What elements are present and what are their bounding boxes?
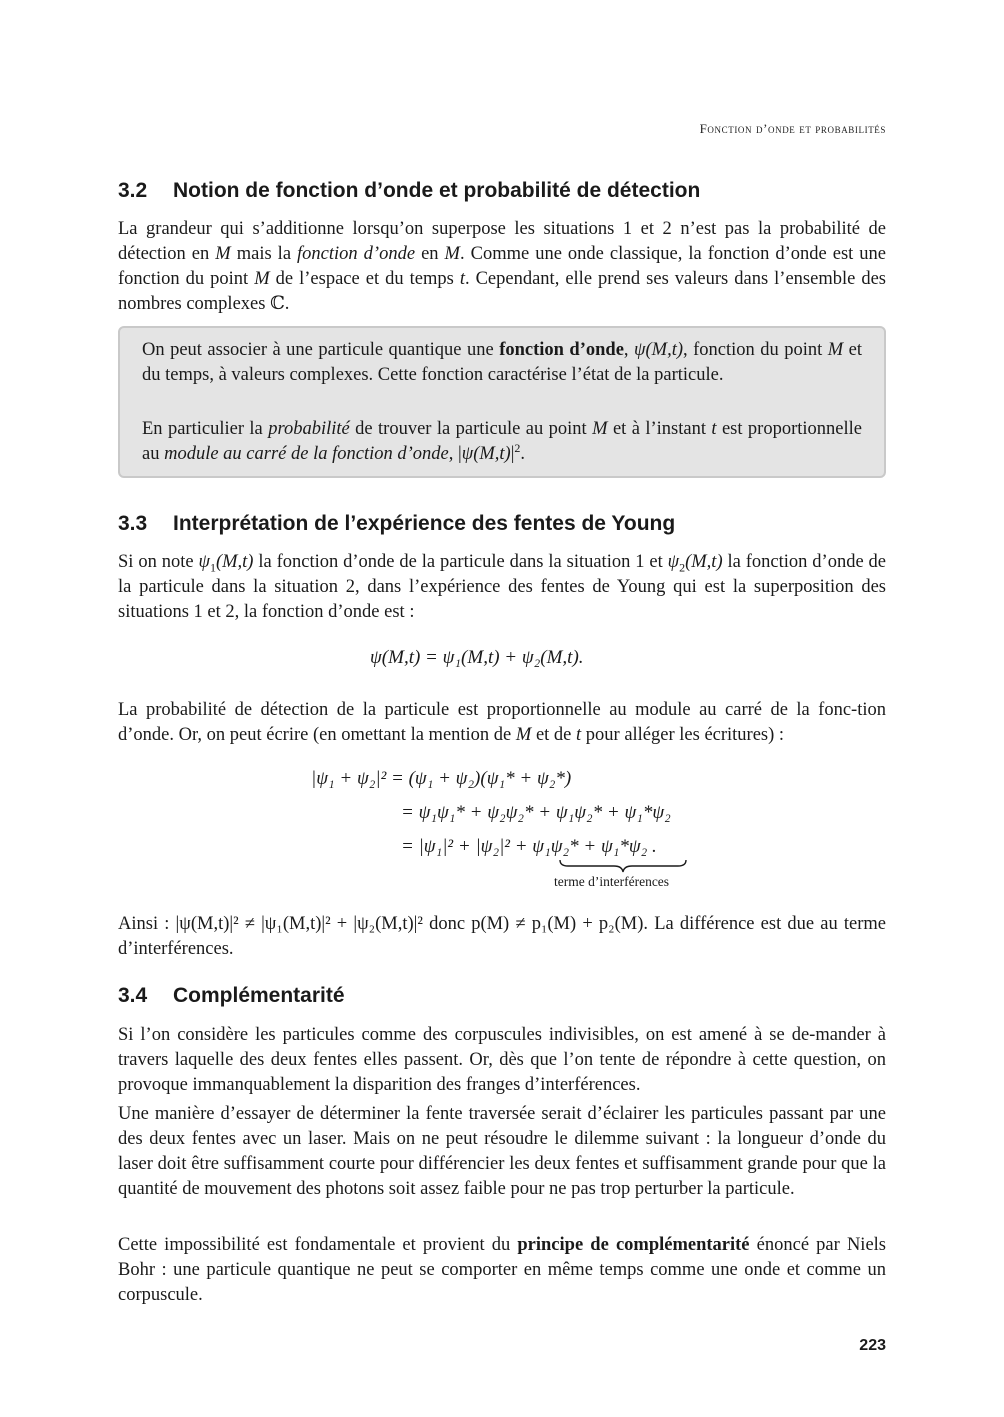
math-expression: (M,t) <box>215 552 254 572</box>
emphasis: probabilité <box>268 419 350 439</box>
page-number: 223 <box>859 1337 886 1354</box>
math-var: M <box>827 340 844 360</box>
text: en <box>415 244 445 264</box>
text: est proportionnelle au <box>142 419 862 464</box>
text: de l’espace et du temps <box>269 269 460 289</box>
brace-label: terme d’interférences <box>554 874 670 889</box>
section-title: Notion de fonction d’onde et probabilité de détection <box>173 179 701 202</box>
running-header: Fonction d’onde et probabilités <box>699 121 886 136</box>
text: La probabilité de détection de la particule est proportionnelle au module au carré de la fonc-tion d’onde. Or, on peut écrire (en omettant la mention de <box>118 700 886 745</box>
math-var: M <box>592 419 608 439</box>
exponent: 2 <box>514 440 521 455</box>
definition-paragraph-1 <box>142 338 862 388</box>
text: la fonction d’onde de la particule dans la situation 1 et <box>253 552 668 572</box>
text: . Comme une onde classique, la fonction d’onde est une fonction du point <box>118 244 887 289</box>
paragraph-3-4-3 <box>118 1233 886 1308</box>
math-var: M <box>215 244 231 264</box>
text: En particulier la <box>142 419 269 439</box>
math-var: M <box>254 269 270 289</box>
text: et à l’instant <box>607 419 712 439</box>
section-title: Interprétation de l’expérience des fentes de Young <box>173 512 676 535</box>
text: Si on note <box>118 552 199 572</box>
definition-paragraph-2 <box>142 417 862 467</box>
text: la fonction d’onde de la particule dans la situation 2, dans l’expérience des fentes de Young qui est la superposition des situations 1 et 2, la fonction d’onde est : <box>118 552 887 622</box>
text: de trouver la particule au point <box>349 419 593 439</box>
math-var: t <box>711 419 717 439</box>
emphasis: module au carré de la fonction d’onde <box>164 444 449 464</box>
text: | <box>510 444 515 464</box>
paragraph-3-4-1: Si l’on considère les particules comme des corpuscules indivisibles, on est amené à se de-mander à travers laquelle des deux fentes elles passent. Or, dès que l’on tente de répondre à cette question, on provoque immanquablement la disparition des franges d’interférences. <box>118 1025 886 1095</box>
section-3-2-heading <box>118 179 700 203</box>
paragraph-3-3-probability <box>118 698 886 748</box>
text: et du temps, à valeurs complexes. Cette fonction caractérise l’état de la particule. <box>142 340 863 385</box>
paragraph-3-3-conclusion: Ainsi : |ψ(M,t)|² ≠ |ψ₁(M,t)|² + |ψ₂(M,t)|² donc p(M) ≠ p₁(M) + p₂(M). La différence est due au terme d’interférences. <box>118 914 886 959</box>
equation-line-3 <box>401 836 657 858</box>
equation-line-1 <box>311 768 571 790</box>
underbrace <box>558 858 688 874</box>
text: énoncé par Niels Bohr : une particule quantique ne peut se comporter en même temps comme une onde et comme un corpuscule. <box>118 1235 886 1305</box>
text: pour alléger les écritures) : <box>581 725 785 745</box>
text: mais la <box>230 244 298 264</box>
text: , | <box>448 444 462 464</box>
equation-text: ψ(M,t) = ψ₁(M,t) + ψ₂(M,t). <box>370 647 584 668</box>
equation-text: = ψ₁ψ₁* + ψ₂ψ₂* + ψ₁ψ₂* + ψ₁*ψ₂ <box>401 802 671 823</box>
emphasis: fonction d’onde <box>297 244 416 264</box>
subscript: 1 <box>209 560 216 575</box>
text: et de <box>531 725 577 745</box>
math-var: ψ <box>667 552 680 572</box>
math-var: M <box>515 725 532 745</box>
section-title: Complémentarité <box>173 984 345 1007</box>
bold-term: fonction d’onde <box>499 340 624 360</box>
math-var: ψ <box>198 552 210 572</box>
math-var: M <box>444 244 460 264</box>
math-expression: ψ(M,t) <box>634 340 684 360</box>
bold-term: principe de complémentarité <box>517 1235 750 1255</box>
section-number: 3.2 <box>118 179 148 202</box>
subscript: 2 <box>679 560 686 575</box>
math-var: t <box>576 725 582 745</box>
equation-line-2 <box>401 802 671 824</box>
definition-box <box>118 326 886 478</box>
text: . <box>520 444 526 464</box>
text: On peut associer à une particule quantique une <box>142 340 500 360</box>
section-number: 3.3 <box>118 512 148 535</box>
section-3-3-heading <box>118 512 675 536</box>
math-var: t <box>459 269 465 289</box>
math-expression: (M,t) <box>685 552 723 572</box>
text: Cette impossibilité est fondamentale et provient du <box>118 1235 518 1255</box>
paragraph-3-3-intro <box>118 550 886 625</box>
equation-text: = |ψ₁|² + |ψ₂|² + ψ₁ψ₂* + ψ₁*ψ₂ . <box>401 836 657 857</box>
text: , <box>623 340 635 360</box>
math-expression: ψ(M,t) <box>461 444 511 464</box>
text: . Cependant, elle prend ses valeurs dans l’ensemble des nombres complexes ℂ. <box>118 269 886 314</box>
text: , fonction du point <box>683 340 828 360</box>
paragraph-3-2-intro <box>118 217 886 317</box>
equation-superposition <box>370 647 584 669</box>
equation-text: |ψ₁ + ψ₂|² = (ψ₁ + ψ₂)(ψ₁* + ψ₂*) <box>311 768 572 789</box>
text: La grandeur qui s’additionne lorsqu’on superpose les situations 1 et 2 n’est pas la probabilité de détection en <box>118 219 886 264</box>
section-3-4-heading <box>118 984 345 1008</box>
section-number: 3.4 <box>118 984 148 1007</box>
paragraph-3-4-2: Une manière d’essayer de déterminer la fente traversée serait d’éclairer les particules passant par une des deux fentes avec un laser. Mais on ne peut résoudre le dilemme suivant : la longueur d’onde du laser doit être suffisamment courte pour différencier les deux fentes et suffisamment grande pour que la quantité de mouvement des photons soit assez faible pour ne pas trop perturber la particule. <box>118 1104 886 1199</box>
